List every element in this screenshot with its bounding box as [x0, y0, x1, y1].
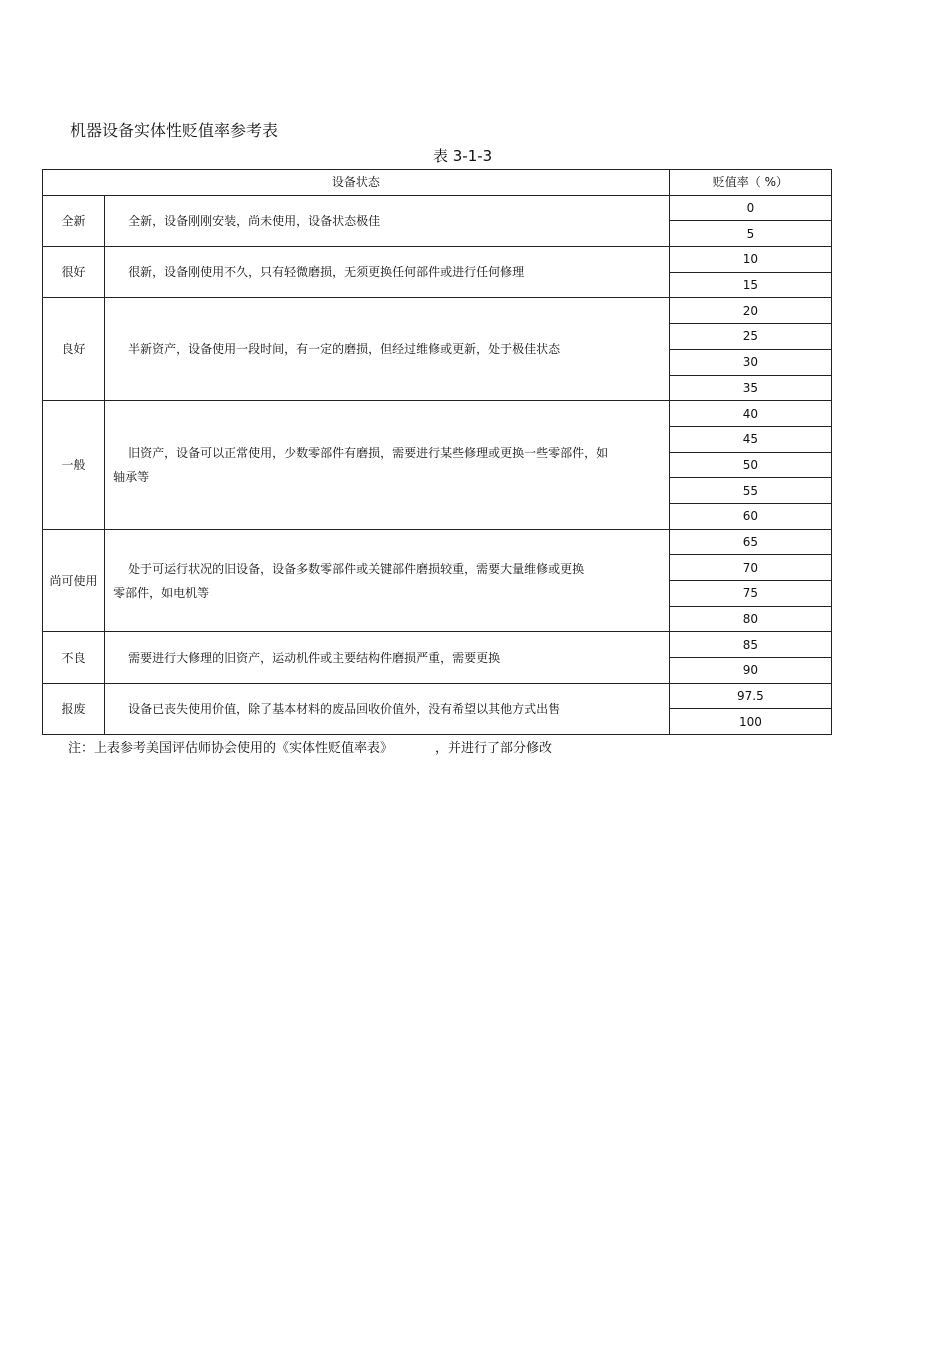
rate-cell: 5 [669, 221, 831, 247]
description-cell [105, 632, 670, 683]
grade-cell: 报废 [43, 683, 105, 734]
footnote-source: 注：上表参考美国评估师协会使用的《实体性贬值率表》 [68, 741, 394, 756]
rate-cell: 35 [669, 375, 831, 401]
document-title: 机器设备实体性贬值率参考表 [70, 121, 279, 140]
rate-cell: 97.5 [669, 683, 831, 709]
table-row [43, 401, 832, 427]
rate-cell: 80 [669, 606, 831, 632]
description-cell [105, 401, 670, 529]
description-cell [105, 529, 670, 632]
rate-cell: 90 [669, 658, 831, 684]
table-row [43, 195, 832, 221]
rate-cell: 70 [669, 555, 831, 581]
description-text: 需要进行大修理的旧资产，运动机件或主要结构件磨损严重，需要更换 [128, 650, 501, 665]
rate-cell: 50 [669, 452, 831, 478]
footnote [68, 737, 552, 756]
grade-cell: 尚可使用 [43, 529, 105, 632]
rate-cell: 85 [669, 632, 831, 658]
rate-cell: 40 [669, 401, 831, 427]
description-cell [105, 247, 670, 298]
description-text: 全新，设备刚刚安装，尚未使用，设备状态极佳 [128, 213, 381, 228]
table-row [43, 298, 832, 324]
table-row [43, 247, 832, 273]
rate-cell: 15 [669, 272, 831, 298]
grade-cell: 良好 [43, 298, 105, 401]
description-cell [105, 683, 670, 734]
grade-cell: 一般 [43, 401, 105, 529]
rate-cell: 20 [669, 298, 831, 324]
description-text: 设备已丧失使用价值，除了基本材料的废品回收价值外，没有希望以其他方式出售 [128, 701, 561, 716]
rate-cell: 75 [669, 581, 831, 607]
rate-cell: 65 [669, 529, 831, 555]
rate-cell: 100 [669, 709, 831, 735]
description-text: 旧资产，设备可以正常使用，少数零部件有磨损，需要进行某些修理或更换一些零部件，如轴承等 [113, 445, 609, 484]
table-body [43, 195, 832, 734]
rate-cell: 25 [669, 324, 831, 350]
description-text: 处于可运行状况的旧设备，设备多数零部件或关键部件磨损较重，需要大量维修或更换 零部件，如电机等 [113, 561, 585, 600]
status-header: 设备状态 [43, 170, 670, 196]
description-text: 很新，设备刚使用不久，只有轻微磨损，无须更换任何部件或进行任何修理 [128, 265, 525, 280]
description-cell [105, 298, 670, 401]
depreciation-rate-table [42, 169, 832, 735]
rate-cell: 45 [669, 426, 831, 452]
table-row [43, 529, 832, 555]
rate-cell: 10 [669, 247, 831, 273]
footnote-modification: ，并进行了部分修改 [435, 741, 553, 756]
table-row [43, 683, 832, 709]
rate-cell: 55 [669, 478, 831, 504]
table-header-row [43, 170, 832, 196]
rate-cell: 30 [669, 349, 831, 375]
table-number: 表 3-1-3 [433, 147, 493, 165]
grade-cell: 很好 [43, 247, 105, 298]
rate-cell: 0 [669, 195, 831, 221]
rate-cell: 60 [669, 503, 831, 529]
table-row [43, 632, 832, 658]
description-text: 半新资产，设备使用一段时间，有一定的磨损，但经过维修或更新，处于极佳状态 [128, 342, 561, 357]
description-cell [105, 195, 670, 246]
grade-cell: 不良 [43, 632, 105, 683]
rate-header: 贬值率（ %） [669, 170, 831, 196]
grade-cell: 全新 [43, 195, 105, 246]
